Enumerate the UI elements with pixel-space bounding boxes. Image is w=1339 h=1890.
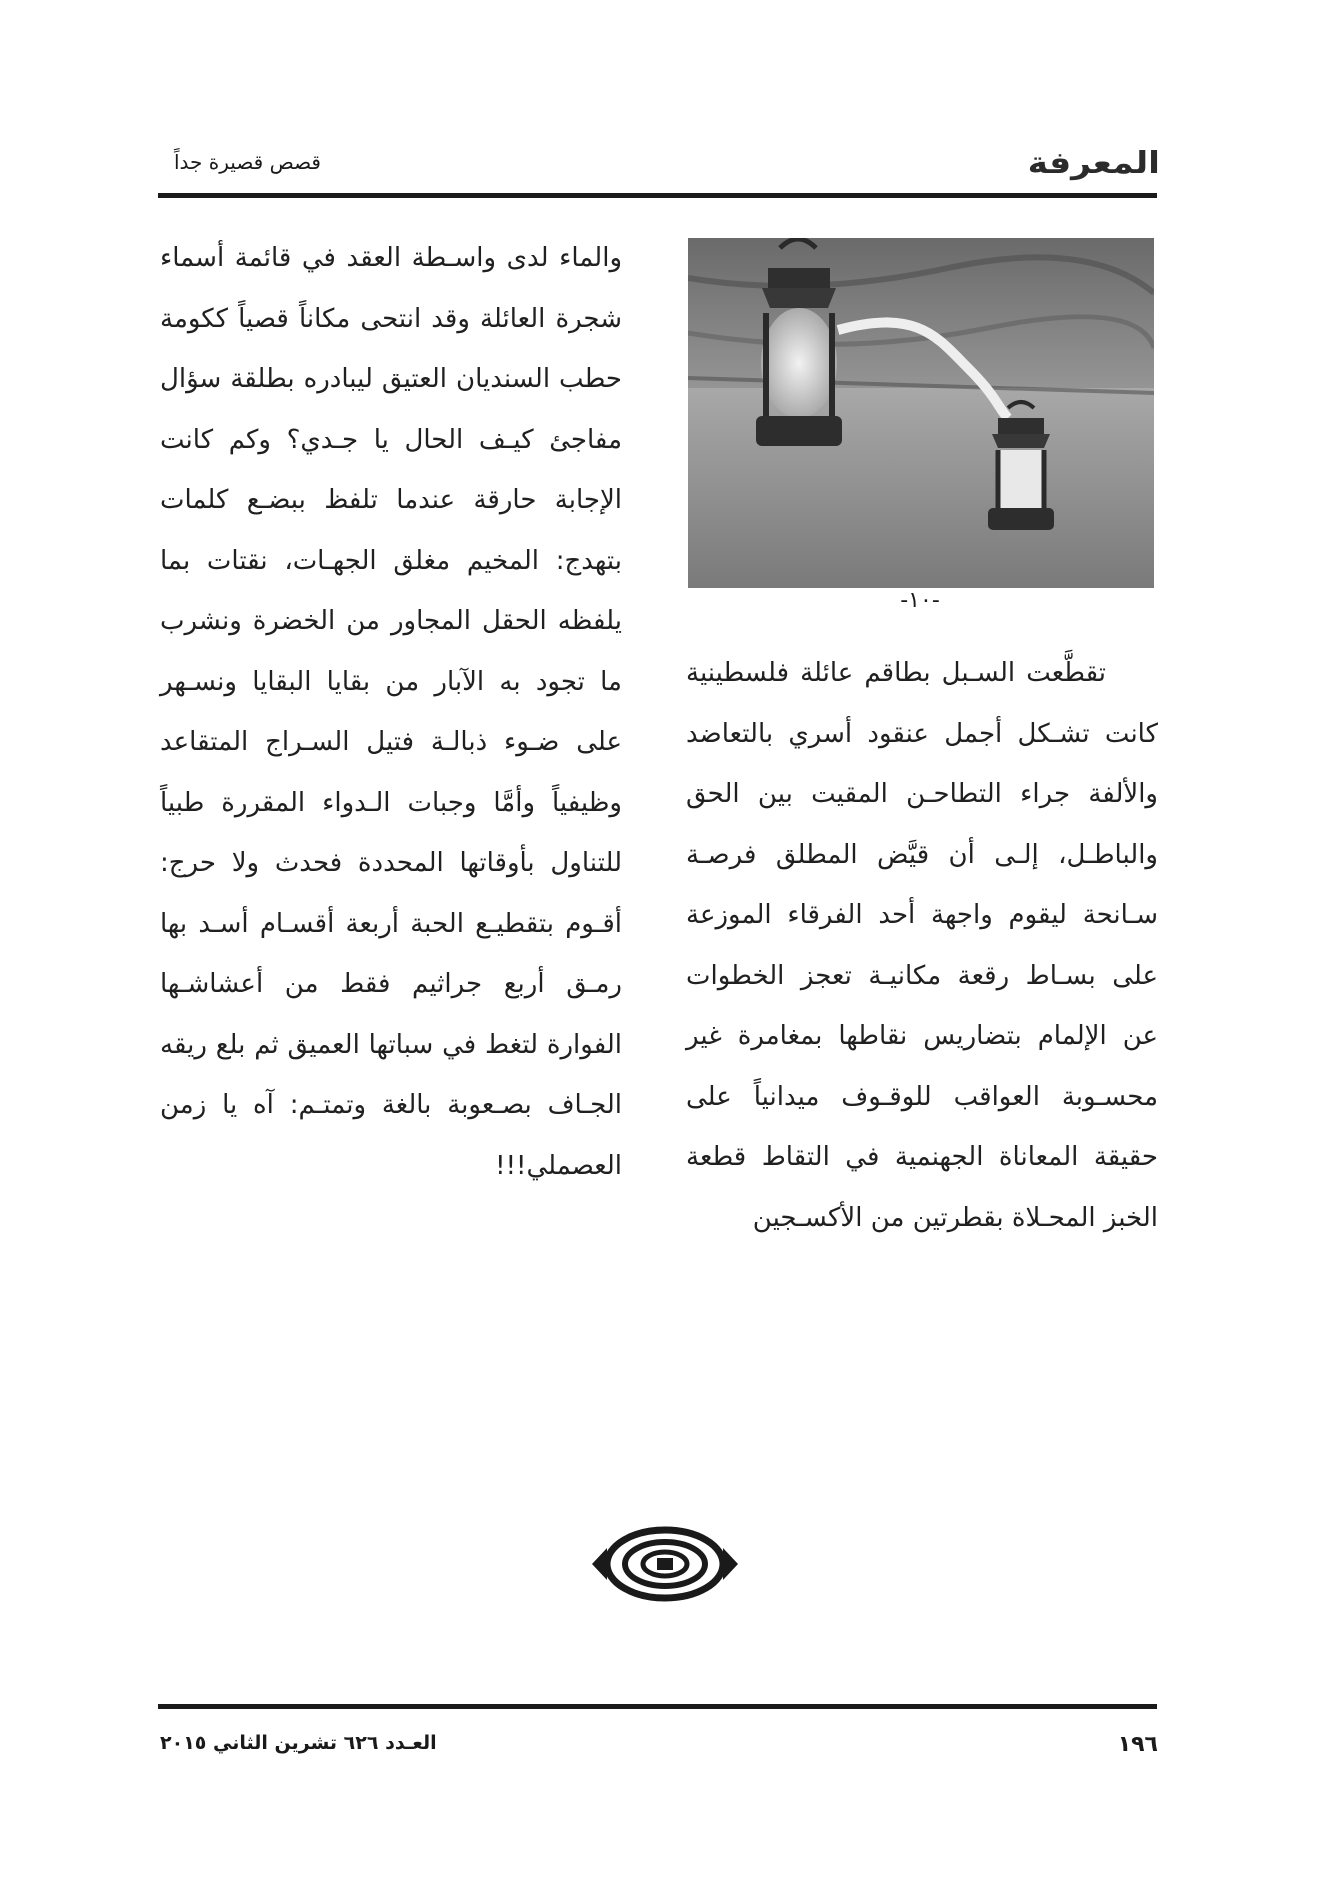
arabesque-ornament-icon <box>590 1522 740 1606</box>
footer-divider <box>158 1704 1157 1709</box>
magazine-logo: المعرفة <box>1027 146 1160 181</box>
story-left-column: والماء لدى واسـطة العقد في قائمة أسماء شجرة العائلة وقد انتحى مكاناً قصياً ككومة حطب السنديان العتيق ليبادره بطلقة سؤال مفاجئ كيـف الحال يا جـدي؟ وكم كانت الإجابة حارقة عندما تلفظ ببضـع كلمات بتهدج: المخيم مغلق الجهـات، نقتات بما يلفظه الحقل المجاور من الخضرة ونشرب ما تجود به الآبار من بقايا البقايا ونسـهر على ضـوء ذبالـة فتيل السـراج المتقاعد وظيفياً وأمَّا وجبات الـدواء المقررة طبياً للتناول بأوقاتها المحددة فحدث ولا حرج: أقـوم بتقطيـع الحبة أربعة أقسـام أسـد بها رمـق أربع جراثيم فقط من أعشاشـها الفوارة لتغط في سباتها العميق ثم بلع ريقه الجـاف بصـعوبة بالغة وتمتـم: آه يا زمن العصملي!!! <box>160 243 622 1181</box>
header-divider <box>158 193 1157 198</box>
page-number: ١٩٦ <box>1117 1732 1158 1757</box>
figure-number: -١٠- <box>900 588 940 613</box>
large-lantern-icon <box>756 239 842 446</box>
lantern-photo <box>688 238 1154 588</box>
issue-info: العـدد ٦٢٦ تشرين الثاني ٢٠١٥ <box>160 1732 437 1754</box>
story-right-column: تقطَّعت السـبل بطاقم عائلة فلسطينية كانت تشـكل أجمل عنقود أسري بالتعاضد والألفة جراء التطاحـن المقيت بين الحق والباطـل، إلـى أن قيَّض المطلق فرصـة سـانحة ليقوم واجهة أحد الفرقاء الموزعة على بسـاط رقعة مكانيـة تعجز الخطوات عن الإلمام بتضاريس نقاطها بمغامرة غير محسـوبة العواقب للوقـوف ميدانياً على حقيقة المعاناة الجهنمية في التقاط قطعة الخبز المحـلاة بقطرتين من الأكسـجين <box>686 658 1158 1233</box>
lantern-photo-graphic <box>688 238 1154 588</box>
section-title: قصص قصيرة جداً <box>174 150 321 174</box>
